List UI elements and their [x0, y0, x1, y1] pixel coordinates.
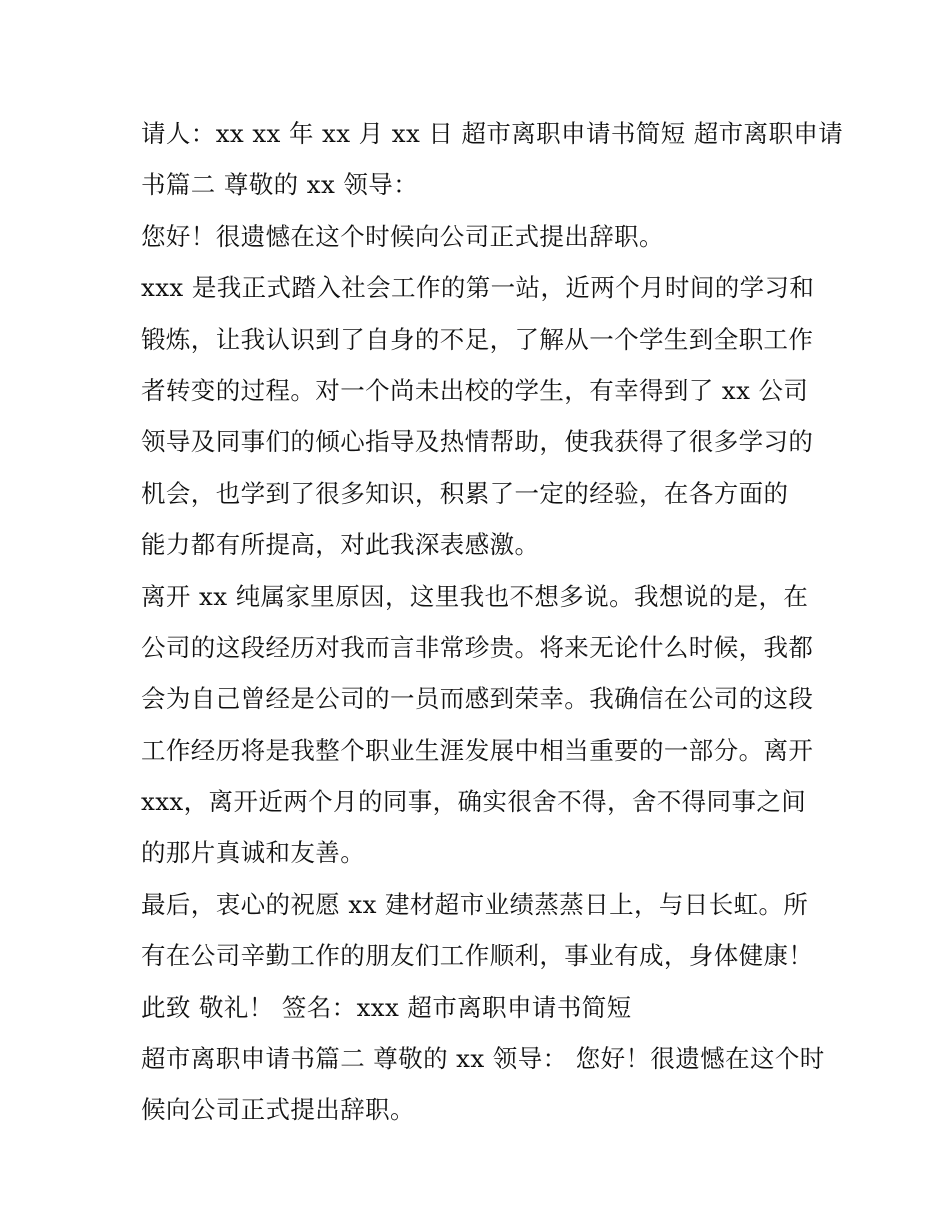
text-line: 锻炼，让我认识到了自身的不足，了解从一个学生到全职工作 — [141, 324, 814, 354]
text-line: xxx 是我正式踏入社会工作的第一站，近两个月时间的学习和 — [141, 273, 815, 303]
text-line: 离开 xx 纯属家里原因，这里我也不想多说。我想说的是，在 — [141, 581, 809, 611]
text-line: 会为自己曾经是公司的一员而感到荣幸。我确信在公司的这段 — [141, 684, 814, 714]
text-line: 领导及同事们的倾心指导及热情帮助，使我获得了很多学习的 — [141, 427, 814, 457]
text-line: 的那片真诚和友善。 — [141, 838, 366, 868]
text-line: xxx，离开近两个月的同事，确实很舍不得，舍不得同事之间 — [141, 787, 807, 817]
text-line: 工作经历将是我整个职业生涯发展中相当重要的一部分。离开 — [141, 735, 814, 765]
text-line: 者转变的过程。对一个尚未出校的学生，有幸得到了 xx 公司 — [141, 375, 809, 405]
text-line: 候向公司正式提出辞职。 — [141, 1095, 415, 1125]
text-line: 有在公司辛勤工作的朋友们工作顺利，事业有成，身体健康！ — [141, 941, 814, 971]
text-line: 请人：xx xx 年 xx 月 xx 日 超市离职申请书简短 超市离职申请 — [141, 119, 844, 148]
text-line: 公司的这段经历对我而言非常珍贵。将来无论什么时候，我都 — [141, 632, 814, 662]
letter-body — [141, 108, 844, 1136]
text-line: 能力都有所提高，对此我深表感激。 — [141, 530, 540, 560]
text-line: 最后，衷心的祝愿 xx 建材超市业绩蒸蒸日上，与日长虹。所 — [141, 889, 809, 919]
text-line: 此致 敬礼！ 签名：xxx 超市离职申请书简短 — [141, 992, 632, 1022]
text-line: 书篇二 尊敬的 xx 领导： — [141, 170, 419, 200]
text-line: 您好！很遗憾在这个时候向公司正式提出辞职。 — [141, 221, 664, 251]
text-line: 机会，也学到了很多知识，积累了一定的经验，在各方面的 — [141, 478, 789, 508]
text-line: 超市离职申请书篇二 尊敬的 xx 领导： 您好！很遗憾在这个时 — [141, 1044, 825, 1074]
